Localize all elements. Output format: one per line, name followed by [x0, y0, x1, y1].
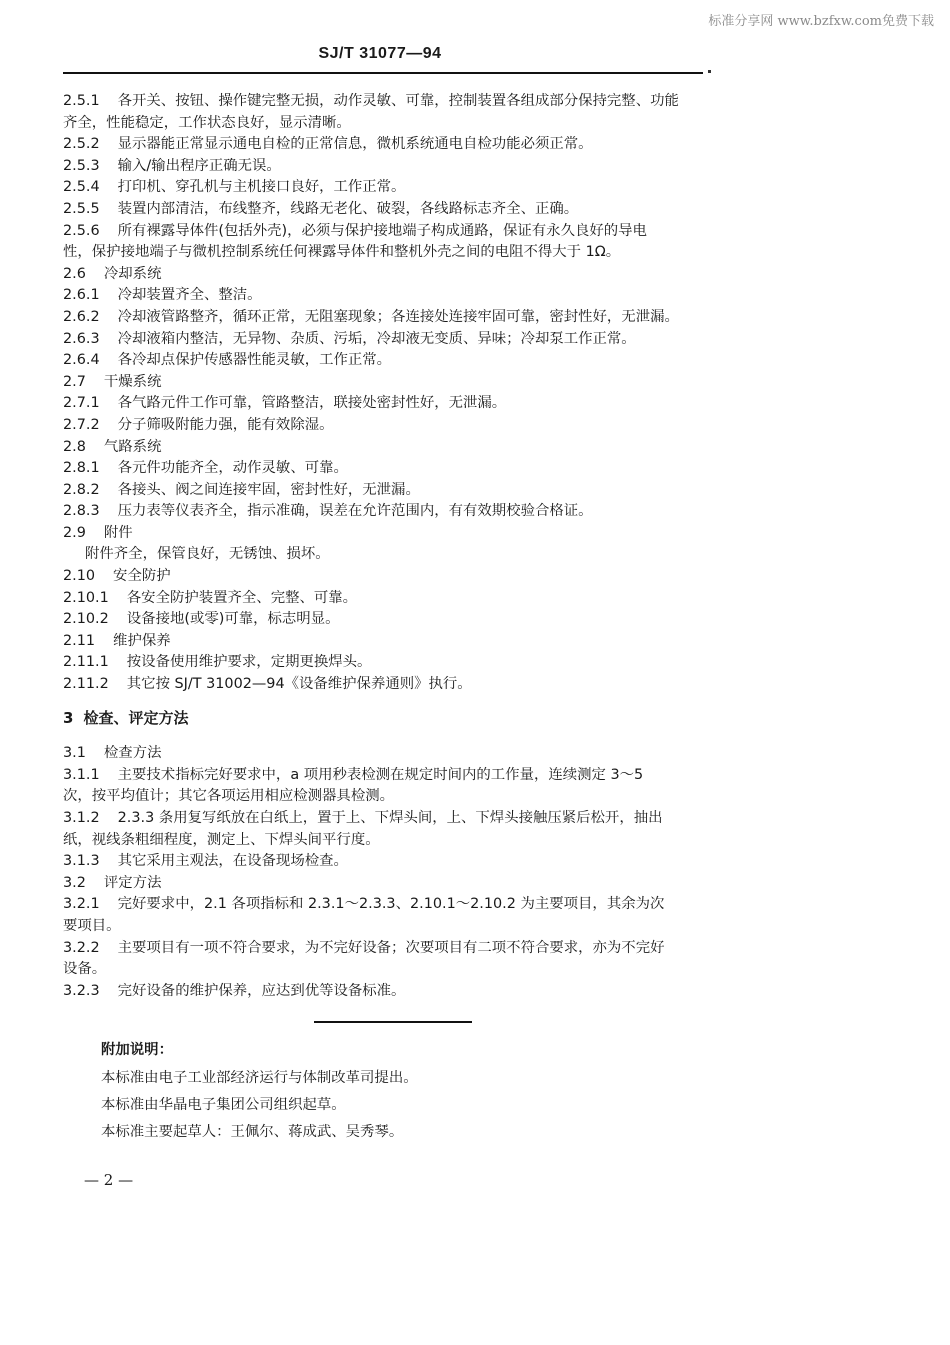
clause-text: 设备。: [63, 961, 107, 978]
clause-text: 附件: [103, 524, 133, 541]
clause-line: [63, 156, 723, 178]
clause-text: 性，保护接地端子与微机控制系统任何裸露导体件和整机外壳之间的电阻不得大于 1Ω。: [63, 244, 621, 261]
header-dot: [708, 70, 711, 73]
clause-number: 2.11: [63, 632, 96, 649]
clause-text: 附件齐全，保管良好，无锈蚀、损坏。: [85, 546, 330, 563]
clause-continuation: [63, 544, 723, 566]
clause-number: 2.5.1: [63, 93, 100, 109]
clause-number: 2.10: [63, 568, 96, 585]
clause-number: 2.5.4: [63, 179, 100, 196]
clause-line: [63, 199, 723, 221]
subsection-heading: [63, 631, 723, 653]
clause-number: 2.5.6: [63, 222, 100, 239]
clause-text: 各接头、阀之间连接牢固，密封性好，无泄漏。: [117, 481, 420, 498]
clause-text: 各开关、按钮、操作键完整无损，动作灵敏、可靠，控制装置各组成部分保持完整、功能: [117, 93, 679, 109]
end-rule: [314, 1021, 472, 1023]
clause-text: 输入/输出程序正确无误。: [117, 157, 281, 174]
subsection-heading: [63, 264, 723, 286]
clause-line: [63, 851, 723, 873]
page-number: — 2 —: [84, 1171, 134, 1189]
subsection-heading: [63, 873, 723, 895]
clause-line: [63, 415, 723, 437]
clause-text: 压力表等仪表齐全，指示准确，误差在允许范围内，有有效期校验合格证。: [117, 503, 593, 520]
clause-line: [63, 894, 723, 916]
clause-number: 3.2.1: [63, 896, 100, 913]
clause-line: [63, 609, 723, 631]
clause-text: 打印机、穿孔机与主机接口良好，工作正常。: [117, 179, 406, 196]
clause-text: 评定方法: [103, 874, 162, 891]
clause-text: 冷却液管路整齐，循环正常，无阻塞现象；各连接处连接牢固可靠，密封性好，无泄漏。: [117, 308, 679, 325]
clause-text: 安全防护: [113, 568, 171, 585]
clause-continuation: [63, 113, 723, 135]
clause-line: [63, 480, 723, 502]
clause-text: 其它按 SJ/T 31002—94《设备维护保养通则》执行。: [126, 676, 472, 693]
clause-line: [63, 393, 723, 415]
section-title: 检查、评定方法: [83, 708, 189, 727]
clause-line: [63, 350, 723, 372]
subsection-heading: [63, 523, 723, 545]
clause-continuation: [63, 242, 723, 264]
clause-text: 装置内部清洁，布线整齐，线路无老化、破裂，各线路标志齐全、正确。: [117, 200, 579, 217]
clause-number: 2.7.2: [63, 416, 100, 433]
clause-line: [63, 938, 723, 960]
clause-text: 其它采用主观法，在设备现场检查。: [117, 853, 348, 870]
clause-line: [63, 981, 723, 1003]
notes-line: 本标准由电子工业部经济运行与体制改革司提出。: [101, 1070, 418, 1086]
clause-number: 3.1: [63, 745, 86, 762]
clause-number: 2.7.1: [63, 395, 100, 412]
document-code: SJ/T 31077—94: [318, 45, 442, 62]
clause-number: 2.5.5: [63, 200, 100, 217]
clause-number: 2.11.2: [63, 676, 109, 693]
clause-line: [63, 177, 723, 199]
clause-text: 冷却液箱内整洁，无异物、杂质、污垢，冷却液无变质、异味；冷却泵工作正常。: [117, 330, 636, 347]
clause-text: 设备接地(或零)可靠，标志明显。: [126, 611, 340, 628]
clause-number: 3.1.3: [63, 853, 100, 870]
watermark: 标准分享网 www.bzfxw.com免费下载: [708, 14, 934, 29]
clause-text: 显示器能正常显示通电自检的正常信息，微机系统通电自检功能必须正常。: [117, 136, 593, 153]
clause-line: [63, 329, 723, 351]
clause-text: 各安全防护装置齐全、完整、可靠。: [126, 589, 358, 606]
header-rule: [63, 72, 703, 74]
clause-line: [63, 221, 723, 243]
clause-line: [63, 674, 723, 696]
document-body: [63, 91, 723, 1002]
clause-text: 纸，视线条粗细程度，测定上、下焊头间平行度。: [63, 831, 380, 848]
clause-number: 2.10.2: [63, 611, 109, 628]
clause-number: 3.2.2: [63, 939, 100, 956]
clause-continuation: [63, 830, 723, 852]
section-heading: [63, 708, 723, 730]
clause-text: 主要技术指标完好要求中，a 项用秒表检测在规定时间内的工作量，连续测定 3～5: [117, 766, 644, 783]
clause-number: 2.7: [63, 373, 86, 390]
additional-notes: [101, 1039, 701, 1148]
clause-line: [63, 91, 723, 113]
clause-text: 气路系统: [103, 438, 162, 455]
clause-continuation: [63, 959, 723, 981]
notes-line: 本标准主要起草人：王佩尔、蒋成武、吴秀琴。: [101, 1124, 404, 1140]
clause-number: 2.6: [63, 265, 86, 282]
clause-continuation: [63, 916, 723, 938]
clause-number: 2.8.3: [63, 503, 100, 520]
subsection-heading: [63, 566, 723, 588]
clause-line: [63, 588, 723, 610]
notes-title: 附加说明：: [101, 1042, 173, 1058]
clause-number: 2.8.2: [63, 481, 100, 498]
clause-number: 2.11.1: [63, 654, 109, 671]
clause-text: 维护保养: [113, 632, 171, 649]
clause-line: [63, 285, 723, 307]
clause-line: [63, 652, 723, 674]
clause-text: 干燥系统: [103, 373, 162, 390]
clause-number: 3.1.2: [63, 810, 100, 826]
clause-number: 2.6.1: [63, 287, 100, 304]
clause-text: 各气路元件工作可靠，管路整洁，联接处密封性好，无泄漏。: [117, 395, 507, 412]
section-number: 3: [63, 708, 74, 727]
clause-text: 各元件功能齐全，动作灵敏、可靠。: [117, 460, 348, 477]
clause-text: 主要项目有一项不符合要求，为不完好设备；次要项目有二项不符合要求，亦为不完好: [117, 939, 665, 956]
clause-text: 冷却系统: [103, 265, 162, 282]
clause-text: 次，按平均值计；其它各项运用相应检测器具检测。: [63, 788, 394, 805]
clause-text: 按设备使用维护要求，定期更换焊头。: [126, 654, 372, 671]
clause-text: 各冷却点保护传感器性能灵敏，工作正常。: [117, 352, 392, 369]
clause-line: [63, 501, 723, 523]
subsection-heading: [63, 437, 723, 459]
clause-text: 完好设备的维护保养，应达到优等设备标准。: [117, 982, 406, 999]
clause-number: 3.2: [63, 874, 86, 891]
clause-line: [63, 307, 723, 329]
clause-text: 要项目。: [63, 917, 121, 934]
subsection-heading: [63, 743, 723, 765]
clause-text: 所有裸露导体件(包括外壳)，必须与保护接地端子构成通路，保证有永久良好的导电: [117, 222, 647, 239]
clause-number: 2.6.4: [63, 352, 100, 369]
clause-text: 完好要求中，2.1 各项指标和 2.3.1～2.3.3、2.10.1～2.10.2 为主要项目，其余为次: [117, 896, 665, 913]
clause-line: [63, 458, 723, 480]
clause-number: 3.1.1: [63, 766, 100, 783]
clause-text: 检查方法: [103, 745, 162, 762]
clause-number: 2.5.2: [63, 136, 100, 153]
clause-number: 3.2.3: [63, 982, 100, 999]
clause-number: 2.5.3: [63, 157, 100, 174]
clause-line: [63, 808, 723, 830]
notes-line: 本标准由华晶电子集团公司组织起草。: [101, 1097, 346, 1113]
clause-text: 2.3.3 条用复写纸放在白纸上，置于上、下焊头间，上、下焊头接触压紧后松开，抽出: [117, 810, 663, 826]
clause-text: 齐全，性能稳定，工作状态良好，显示清晰。: [63, 114, 351, 131]
clause-continuation: [63, 786, 723, 808]
clause-number: 2.6.3: [63, 330, 100, 347]
clause-number: 2.10.1: [63, 589, 109, 606]
clause-number: 2.8.1: [63, 460, 100, 477]
clause-line: [63, 134, 723, 156]
clause-line: [63, 765, 723, 787]
clause-text: 分子筛吸附能力强，能有效除湿。: [117, 416, 334, 433]
clause-number: 2.9: [63, 524, 86, 541]
clause-number: 2.8: [63, 438, 86, 455]
subsection-heading: [63, 372, 723, 394]
clause-text: 冷却装置齐全、整洁。: [117, 287, 262, 304]
clause-number: 2.6.2: [63, 308, 100, 325]
